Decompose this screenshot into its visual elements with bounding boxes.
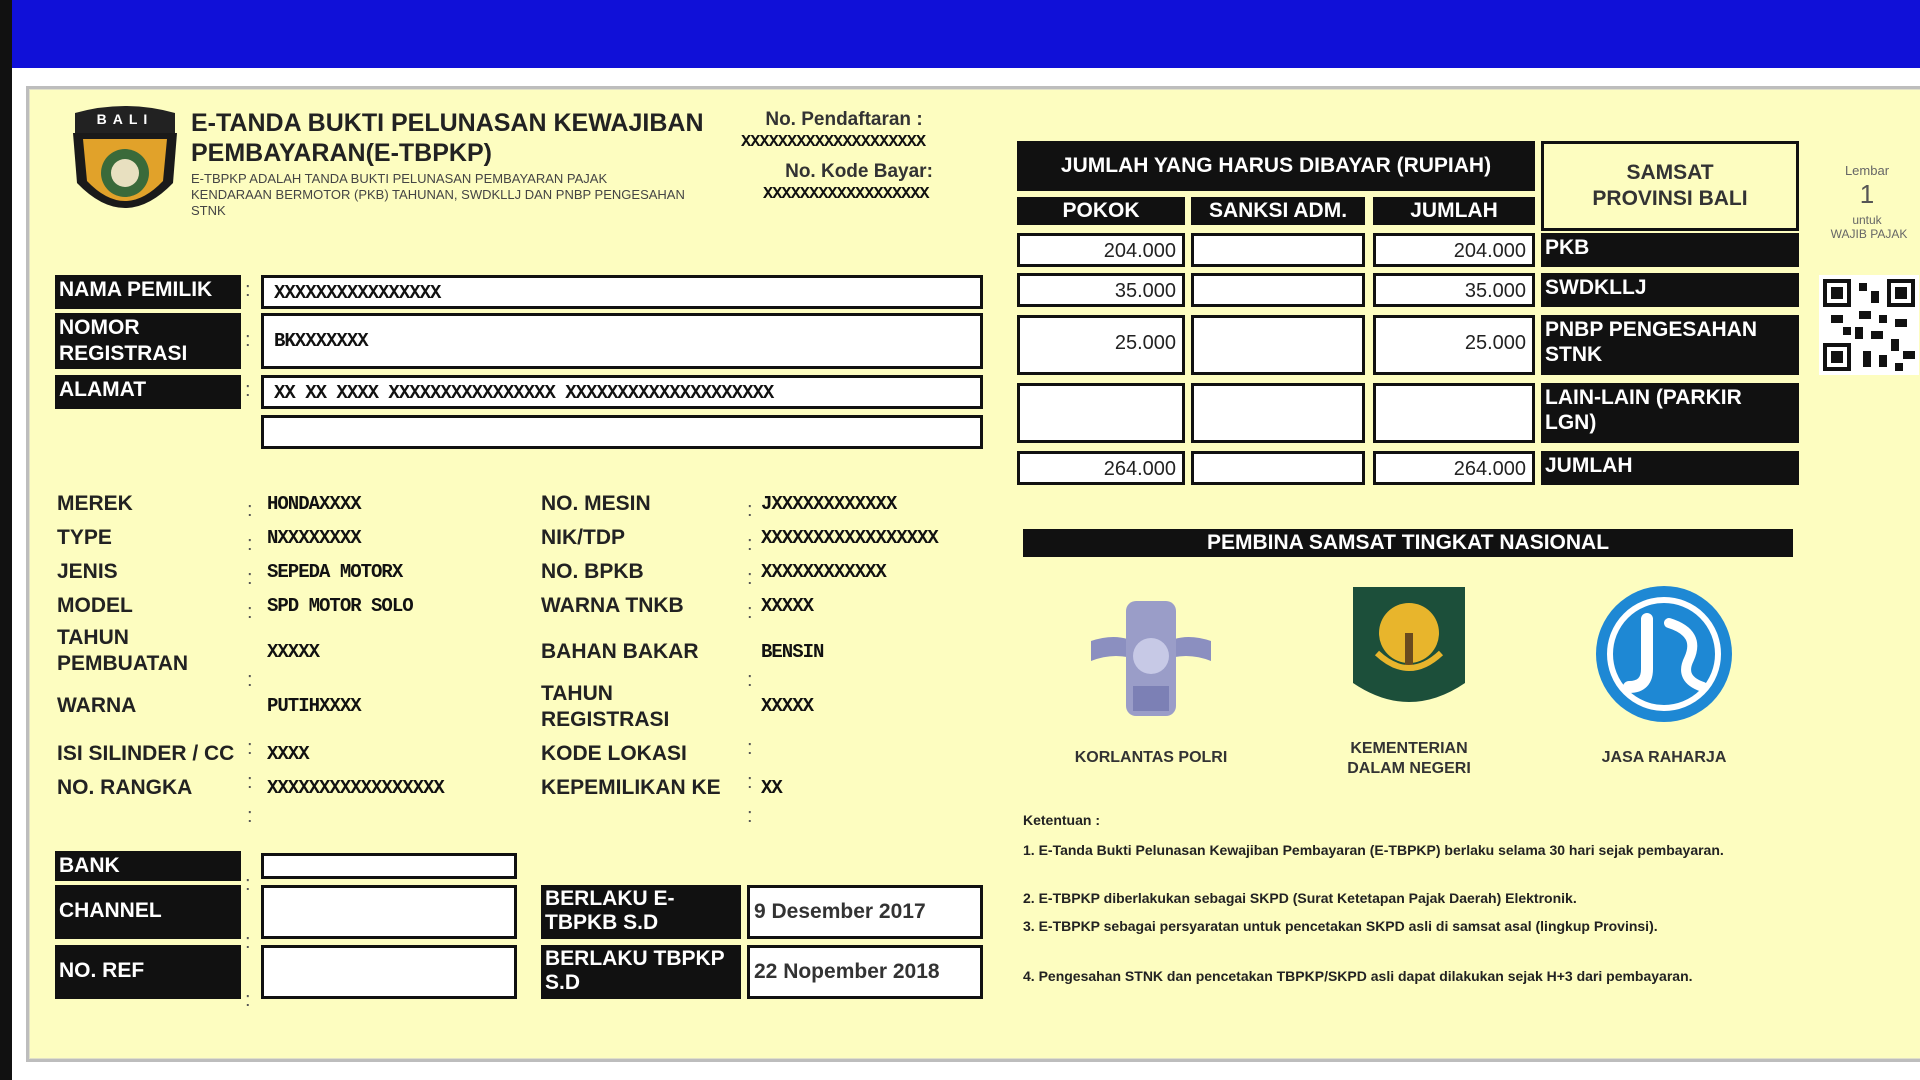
payment-header: JUMLAH YANG HARUS DIBAYAR (RUPIAH): [1017, 141, 1535, 191]
doc-title-line1: E-TANDA BUKTI PELUNASAN KEWAJIBAN: [191, 109, 704, 137]
pkb-jumlah: 204.000: [1373, 233, 1535, 267]
police-badge-logo: [65, 103, 185, 225]
jenis-value: SEPEDA MOTORX: [267, 561, 403, 583]
badge-text: BALI: [96, 111, 154, 127]
pkb-sanksi: [1191, 233, 1365, 267]
nik-tdp-value: XXXXXXXXXXXXXXXXX: [761, 527, 938, 549]
ketentuan-title: Ketentuan :: [1023, 812, 1100, 828]
pay-code-value: XXXXXXXXXXXXXXXXXX: [763, 185, 929, 204]
e-tbpkp-document: [26, 86, 1920, 1062]
swdkllj-jumlah: 35.000: [1373, 273, 1535, 307]
korlantas-logo: [1081, 591, 1221, 731]
valid-etbpkp-field: [747, 885, 983, 939]
channel-field: [261, 885, 517, 939]
bank-field: [261, 853, 517, 879]
wajib-pajak-label: WAJIB PAJAK: [1830, 227, 1908, 241]
no-mesin-value: JXXXXXXXXXXXX: [761, 493, 897, 515]
swdkllj-sanksi: [1191, 273, 1365, 307]
no-bpkb-value: XXXXXXXXXXXX: [761, 561, 886, 583]
tahun-registrasi-value: XXXXX: [761, 695, 814, 717]
ketentuan-item-3: 3. E-TBPKP sebagai persyaratan untuk pencetakan SKPD asli di samsat asal (lingkup Provinsi).: [1023, 918, 1658, 934]
warna-tnkb-value: XXXXX: [761, 595, 814, 617]
pnbp-sanksi: [1191, 315, 1365, 375]
total-jumlah: 264.000: [1373, 451, 1535, 485]
warna-value: PUTIHXXXX: [267, 695, 361, 717]
owner-name-label: NAMA PEMILIK: [55, 275, 241, 309]
valid-tbpkp-value: 22 Nopember 2018: [754, 960, 940, 983]
owner-name-field: [261, 275, 983, 309]
owner-address-field: [261, 375, 983, 409]
colon: :: [245, 279, 251, 301]
valid-tbpkp-label: BERLAKU TBPKP S.D: [541, 945, 741, 999]
merek-label: MEREK: [57, 492, 133, 515]
no-bpkb-label: NO. BPKB: [541, 560, 644, 583]
tahun-pembuatan-value: XXXXX: [267, 641, 320, 663]
colon-column-right: : : : : : : : :: [747, 499, 753, 827]
bahan-bakar-label: BAHAN BAKAR: [541, 640, 699, 663]
no-ref-label: NO. REF: [55, 945, 241, 999]
jenis-label: JENIS: [57, 560, 118, 583]
kemendagri-label: KEMENTERIAN DALAM NEGERI: [1347, 740, 1471, 777]
owner-reg-label: NOMOR REGISTRASI: [55, 313, 241, 369]
pnbp-label: PNBP PENGESAHAN STNK: [1541, 315, 1799, 375]
pay-code-label: No. Kode Bayar:: [785, 161, 933, 182]
no-rangka-label: NO. RANGKA: [57, 776, 193, 799]
lain-pokok: [1017, 383, 1185, 443]
swdkllj-label: SWDKLLJ: [1541, 273, 1799, 307]
channel-label: CHANNEL: [55, 885, 241, 939]
samsat-box: [1541, 141, 1799, 231]
lain-sanksi: [1191, 383, 1365, 443]
bank-label: BANK: [55, 851, 241, 881]
pembina-title: PEMBINA SAMSAT TINGKAT NASIONAL: [1023, 529, 1793, 557]
colon: :: [245, 329, 251, 351]
no-rangka-value: XXXXXXXXXXXXXXXXX: [267, 777, 444, 799]
valid-tbpkp-field: [747, 945, 983, 999]
owner-address-label: ALAMAT: [55, 375, 241, 409]
kepemilikan-value: XX: [761, 777, 782, 799]
valid-etbpkp-label: BERLAKU E-TBPKB S.D: [541, 885, 741, 939]
model-label: MODEL: [57, 594, 133, 617]
warna-label: WARNA: [57, 694, 137, 717]
col-pokok-header: POKOK: [1017, 197, 1185, 225]
warna-tnkb-label: WARNA TNKB: [541, 594, 684, 617]
doc-title-line2: PEMBAYARAN(E-TBPKP): [191, 139, 492, 167]
total-label: JUMLAH: [1541, 451, 1799, 485]
tahun-pembuatan-label: TAHUN PEMBUATAN: [57, 626, 189, 675]
jasa-raharja-logo: [1593, 583, 1735, 725]
jasa-raharja-label: JASA RAHARJA: [1601, 749, 1727, 766]
owner-reg-field: [261, 313, 983, 369]
bahan-bakar-value: BENSIN: [761, 641, 824, 663]
untuk-label: untuk: [1852, 213, 1882, 227]
isi-silinder-value: XXXX: [267, 743, 309, 765]
type-value: NXXXXXXXX: [267, 527, 361, 549]
merek-value: HONDAXXXX: [267, 493, 361, 515]
ketentuan-item-2: 2. E-TBPKP diberlakukan sebagai SKPD (Surat Ketetapan Pajak Daerah) Elektronik.: [1023, 890, 1577, 906]
ketentuan-item-1: 1. E-Tanda Bukti Pelunasan Kewajiban Pembayaran (E-TBPKP) berlaku selama 30 hari sejak pembayaran.: [1023, 842, 1724, 858]
pkb-pokok: 204.000: [1017, 233, 1185, 267]
korlantas-label: KORLANTAS POLRI: [1074, 749, 1228, 766]
total-sanksi: [1191, 451, 1365, 485]
reg-number-value: XXXXXXXXXXXXXXXXXXXX: [741, 133, 926, 152]
owner-address-field-2: [261, 415, 983, 449]
colon: : : :: [245, 873, 251, 1011]
valid-etbpkp-value: 9 Desember 2017: [754, 900, 926, 923]
owner-address-value: XX XX XXXX XXXXXXXXXXXXXXXX XXXXXXXXXXXXXXXXXXXX: [274, 382, 774, 404]
tahun-registrasi-label: TAHUN REGISTRASI: [541, 682, 670, 731]
colon: :: [245, 379, 251, 401]
lembar-label: Lembar: [1844, 163, 1890, 178]
lain-label: LAIN-LAIN (PARKIR LGN): [1541, 383, 1799, 443]
type-label: TYPE: [57, 526, 112, 549]
owner-reg-value: BKXXXXXXX: [274, 330, 368, 352]
col-jumlah-header: JUMLAH: [1373, 197, 1535, 225]
total-pokok: 264.000: [1017, 451, 1185, 485]
swdkllj-pokok: 35.000: [1017, 273, 1185, 307]
kemendagri-logo: [1347, 583, 1471, 723]
lembar-number: 1: [1859, 179, 1875, 209]
nik-tdp-label: NIK/TDP: [541, 526, 625, 549]
ketentuan-item-4: 4. Pengesahan STNK dan pencetakan TBPKP/SKPD asli dapat dilakukan sejak H+3 dari pembayaran.: [1023, 968, 1693, 984]
samsat-label: SAMSAT PROVINSI BALI: [1592, 161, 1748, 210]
owner-name-value: XXXXXXXXXXXXXXXX: [274, 282, 441, 304]
pnbp-pokok: 25.000: [1017, 315, 1185, 375]
kode-lokasi-label: KODE LOKASI: [541, 742, 687, 765]
col-sanksi-header: SANKSI ADM.: [1191, 197, 1365, 225]
isi-silinder-label: ISI SILINDER / CC: [57, 742, 235, 765]
qr-code: [1819, 275, 1919, 375]
left-edge: [0, 0, 12, 1080]
doc-subtitle: E-TBPKP ADALAH TANDA BUKTI PELUNASAN PEMBAYARAN PAJAK KENDARAAN BERMOTOR (PKB) TAHUNAN, SWDKLLJ DAN PNBP PENGESAHAN STNK: [191, 171, 685, 218]
model-value: SPD MOTOR SOLO: [267, 595, 413, 617]
no-mesin-label: NO. MESIN: [541, 492, 651, 515]
reg-number-label: No. Pendaftaran :: [765, 109, 923, 130]
lain-jumlah: [1373, 383, 1535, 443]
top-bar: [0, 0, 1920, 68]
colon-column-left: : : : : : : : :: [247, 499, 253, 827]
kepemilikan-label: KEPEMILIKAN KE: [541, 776, 721, 799]
no-ref-field: [261, 945, 517, 999]
pkb-label: PKB: [1541, 233, 1799, 267]
pnbp-jumlah: 25.000: [1373, 315, 1535, 375]
